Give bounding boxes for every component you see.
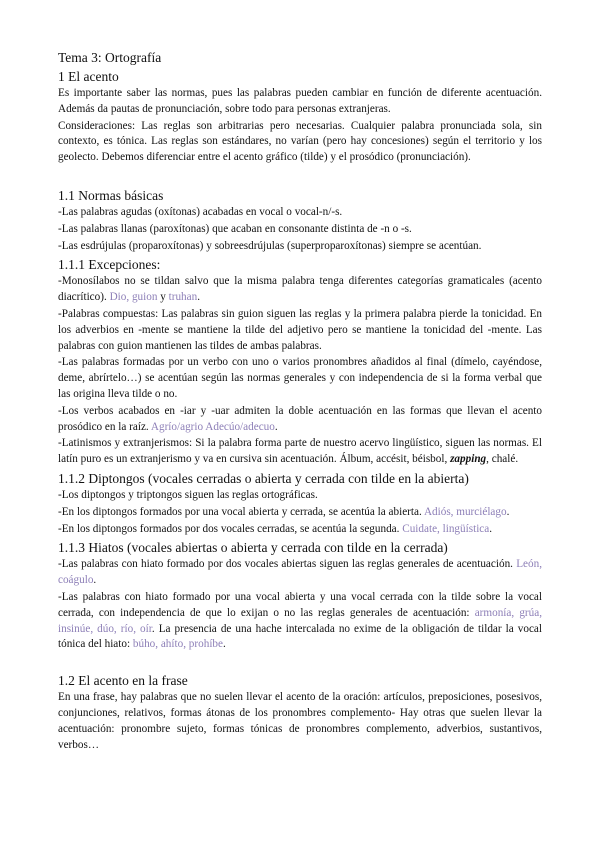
- paragraph: [58, 404, 542, 436]
- paragraph: [58, 557, 542, 589]
- example-text: búho, ahíto, prohíbe: [132, 638, 223, 651]
- paragraph-text: .: [506, 505, 510, 518]
- paragraph: Consideraciones: Las reglas son arbitrarias pero necesarias. Cualquier palabra pronunciada sola, sin contexto, es tónica. Las reglas son estándares, no varían (pero hay concesiones) según el territorio y los geolecto. Debemos diferenciar entre el acento gráfico (tilde) y el prosódico (pronunciación).: [58, 119, 542, 164]
- example-text: León, coágulo: [58, 558, 542, 587]
- paragraph: [58, 522, 542, 538]
- section-heading-1-1-3: 1.1.3 Hiatos (vocales abiertas o abierta y cerrada con tilde en la cerrada): [58, 540, 448, 556]
- paragraph: [58, 274, 542, 306]
- section-heading-1-2: 1.2 El acento en la frase: [58, 673, 188, 689]
- paragraph: [58, 505, 542, 521]
- paragraph-text: -Monosílabos no se tildan salvo que la misma palabra tenga diferentes categorías gramaticales (acento diacrítico).: [58, 275, 542, 304]
- paragraph: Es importante saber las normas, pues las palabras pueden cambiar en función de diferente acentuación. Además da pautas de pronunciación, sobre todo para personas extranjeras.: [58, 87, 542, 115]
- example-text: truhan: [168, 291, 198, 304]
- example-text: Agrío/agrio Adecúo/adecuo: [150, 420, 275, 433]
- example-text: Adiós, murciélago: [423, 505, 507, 518]
- section-heading-1-1-2: 1.1.2 Diptongos (vocales cerradas o abierta y cerrada con tilde en la abierta): [58, 470, 469, 486]
- paragraph-text: -En los diptongos formados por una vocal abierta y cerrada, se acentúa la abierta.: [58, 505, 424, 518]
- paragraph: -Palabras compuestas: Las palabras sin guion siguen las reglas y la primera palabra pierde la tonicidad. En los adverbios en -mente se mantiene la tilde del adjetivo pero se mantiene la tonicidad del -mente. Las palabras con guion mantienen las tildes de ambas palabras.: [58, 307, 542, 352]
- paragraph: -Las palabras llanas (paroxítonas) que acaban en consonante distinta de -n o -s.: [58, 222, 412, 235]
- paragraph-text: -Las palabras con hiato formado por dos vocales abiertas siguen las reglas generales de acentuación.: [58, 558, 517, 571]
- paragraph: [58, 590, 542, 653]
- document-title: Tema 3: Ortografía: [58, 50, 162, 65]
- paragraph-text: .: [93, 574, 97, 587]
- example-text: Cuidate, lingüística: [402, 522, 490, 535]
- paragraph: -Las esdrújulas (proparoxítonas) y sobreesdrújulas (superproparoxítonas) siempre se acentúan.: [58, 239, 482, 252]
- paragraph: -Los diptongos y triptongos siguen las reglas ortográficas.: [58, 488, 318, 501]
- example-text: Dio, guion: [109, 291, 158, 304]
- paragraph-text: .: [274, 420, 278, 433]
- paragraph-text: .: [489, 522, 493, 535]
- paragraph-text: y: [157, 291, 169, 304]
- paragraph: En una frase, hay palabras que no suelen llevar el acento de la oración: artículos, preposiciones, posesivos, conjunciones, relativos, formas átonas de los pronombres complemento- Hay otras que suelen llevar la acentuación: pronombre sujeto, formas tónicas de pronombres complemento, adverbios, sustantivos, verbos…: [58, 691, 542, 751]
- paragraph: [58, 436, 542, 468]
- paragraph: -Las palabras agudas (oxítonas) acabadas en vocal o vocal-n/-s.: [58, 205, 343, 218]
- paragraph-text: -Los verbos acabados en -iar y -uar admiten la doble acentuación en las formas que llevan el acento prosódico en la raíz.: [58, 404, 542, 433]
- paragraph-text: , chalé.: [486, 453, 519, 466]
- paragraph-text: .: [197, 291, 200, 304]
- paragraph-text: . La presencia de una hache intercalada no exime de la obligación de tildar la vocal tónica del hiato:: [58, 622, 543, 651]
- paragraph-text: .: [222, 638, 226, 651]
- paragraph-text: -En los diptongos formados por dos vocales cerradas, se acentúa la segunda.: [58, 522, 403, 535]
- paragraph-text: -Latinismos y extranjerismos: Si la palabra forma parte de nuestro acervo lingüístico, siguen las normas. El latín puro es un extranjerismo y va en cursiva sin acentuación. Álbum, accésit, béisbol,: [58, 437, 542, 466]
- section-heading-1: 1 El acento: [58, 69, 119, 84]
- italic-term: zapping: [450, 453, 487, 466]
- document-page: [58, 48, 542, 754]
- example-text: armonía, grúa, insinúe, dúo, río, oír: [58, 606, 542, 635]
- section-heading-1-1-1: 1.1.1 Excepciones:: [58, 257, 161, 273]
- paragraph: -Las palabras formadas por un verbo con uno o varios pronombres añadidos al final (dímelo, cayéndose, deme, abrírtelo…) se acentúan según las normas generales y con independencia de si la forma verbal que las origina lleva tilde o no.: [58, 356, 542, 400]
- paragraph-text: -Las palabras con hiato formado por una vocal abierta y una vocal cerrada con la tilde sobre la vocal cerrada, con independencia de que lo exijan o no las reglas generales de acentuación:: [58, 590, 542, 619]
- section-heading-1-1: 1.1 Normas básicas: [58, 187, 164, 203]
